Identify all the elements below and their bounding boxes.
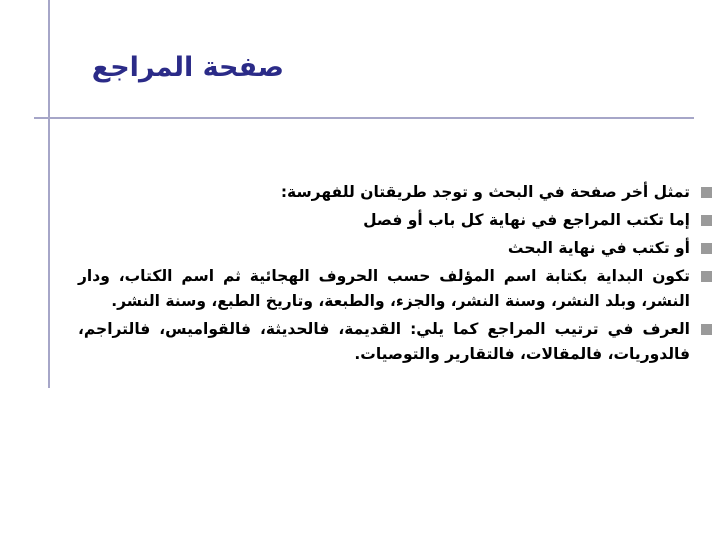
square-bullet-icon — [701, 243, 712, 254]
bullet-item — [78, 317, 712, 367]
square-bullet-icon — [701, 215, 712, 226]
square-bullet-icon — [701, 187, 712, 198]
bullet-item — [78, 264, 712, 314]
bullet-text: العرف في ترتيب المراجع كما يلي: القديمة، فالحديثة، فالقواميس، فالتراجم، فالدوريات، فالمقالات، فالتقارير والتوصيات. — [78, 320, 690, 363]
square-bullet-icon — [701, 271, 712, 282]
bullet-text: أو تكتب في نهاية البحث — [507, 239, 690, 257]
bullet-text: تكون البداية بكتابة اسم المؤلف حسب الحروف الهجائية ثم اسم الكتاب، ودار النشر، وبلد النشر، وسنة النشر، والجزء، والطبعة، وتاريخ الطبع، وسنة النشر. — [78, 267, 690, 310]
bullet-list — [78, 180, 712, 370]
bullet-item — [78, 180, 712, 205]
bullet-text: إما تكتب المراجع في نهاية كل باب أو فصل — [363, 211, 690, 229]
title-divider — [34, 117, 694, 119]
bullet-text: تمثل أخر صفحة في البحث و توجد طريقتان للفهرسة: — [280, 183, 690, 201]
bullet-item — [78, 236, 712, 261]
square-bullet-icon — [701, 324, 712, 335]
vertical-divider — [48, 0, 50, 388]
slide-title: صفحة المراجع — [91, 52, 284, 83]
bullet-item — [78, 208, 712, 233]
